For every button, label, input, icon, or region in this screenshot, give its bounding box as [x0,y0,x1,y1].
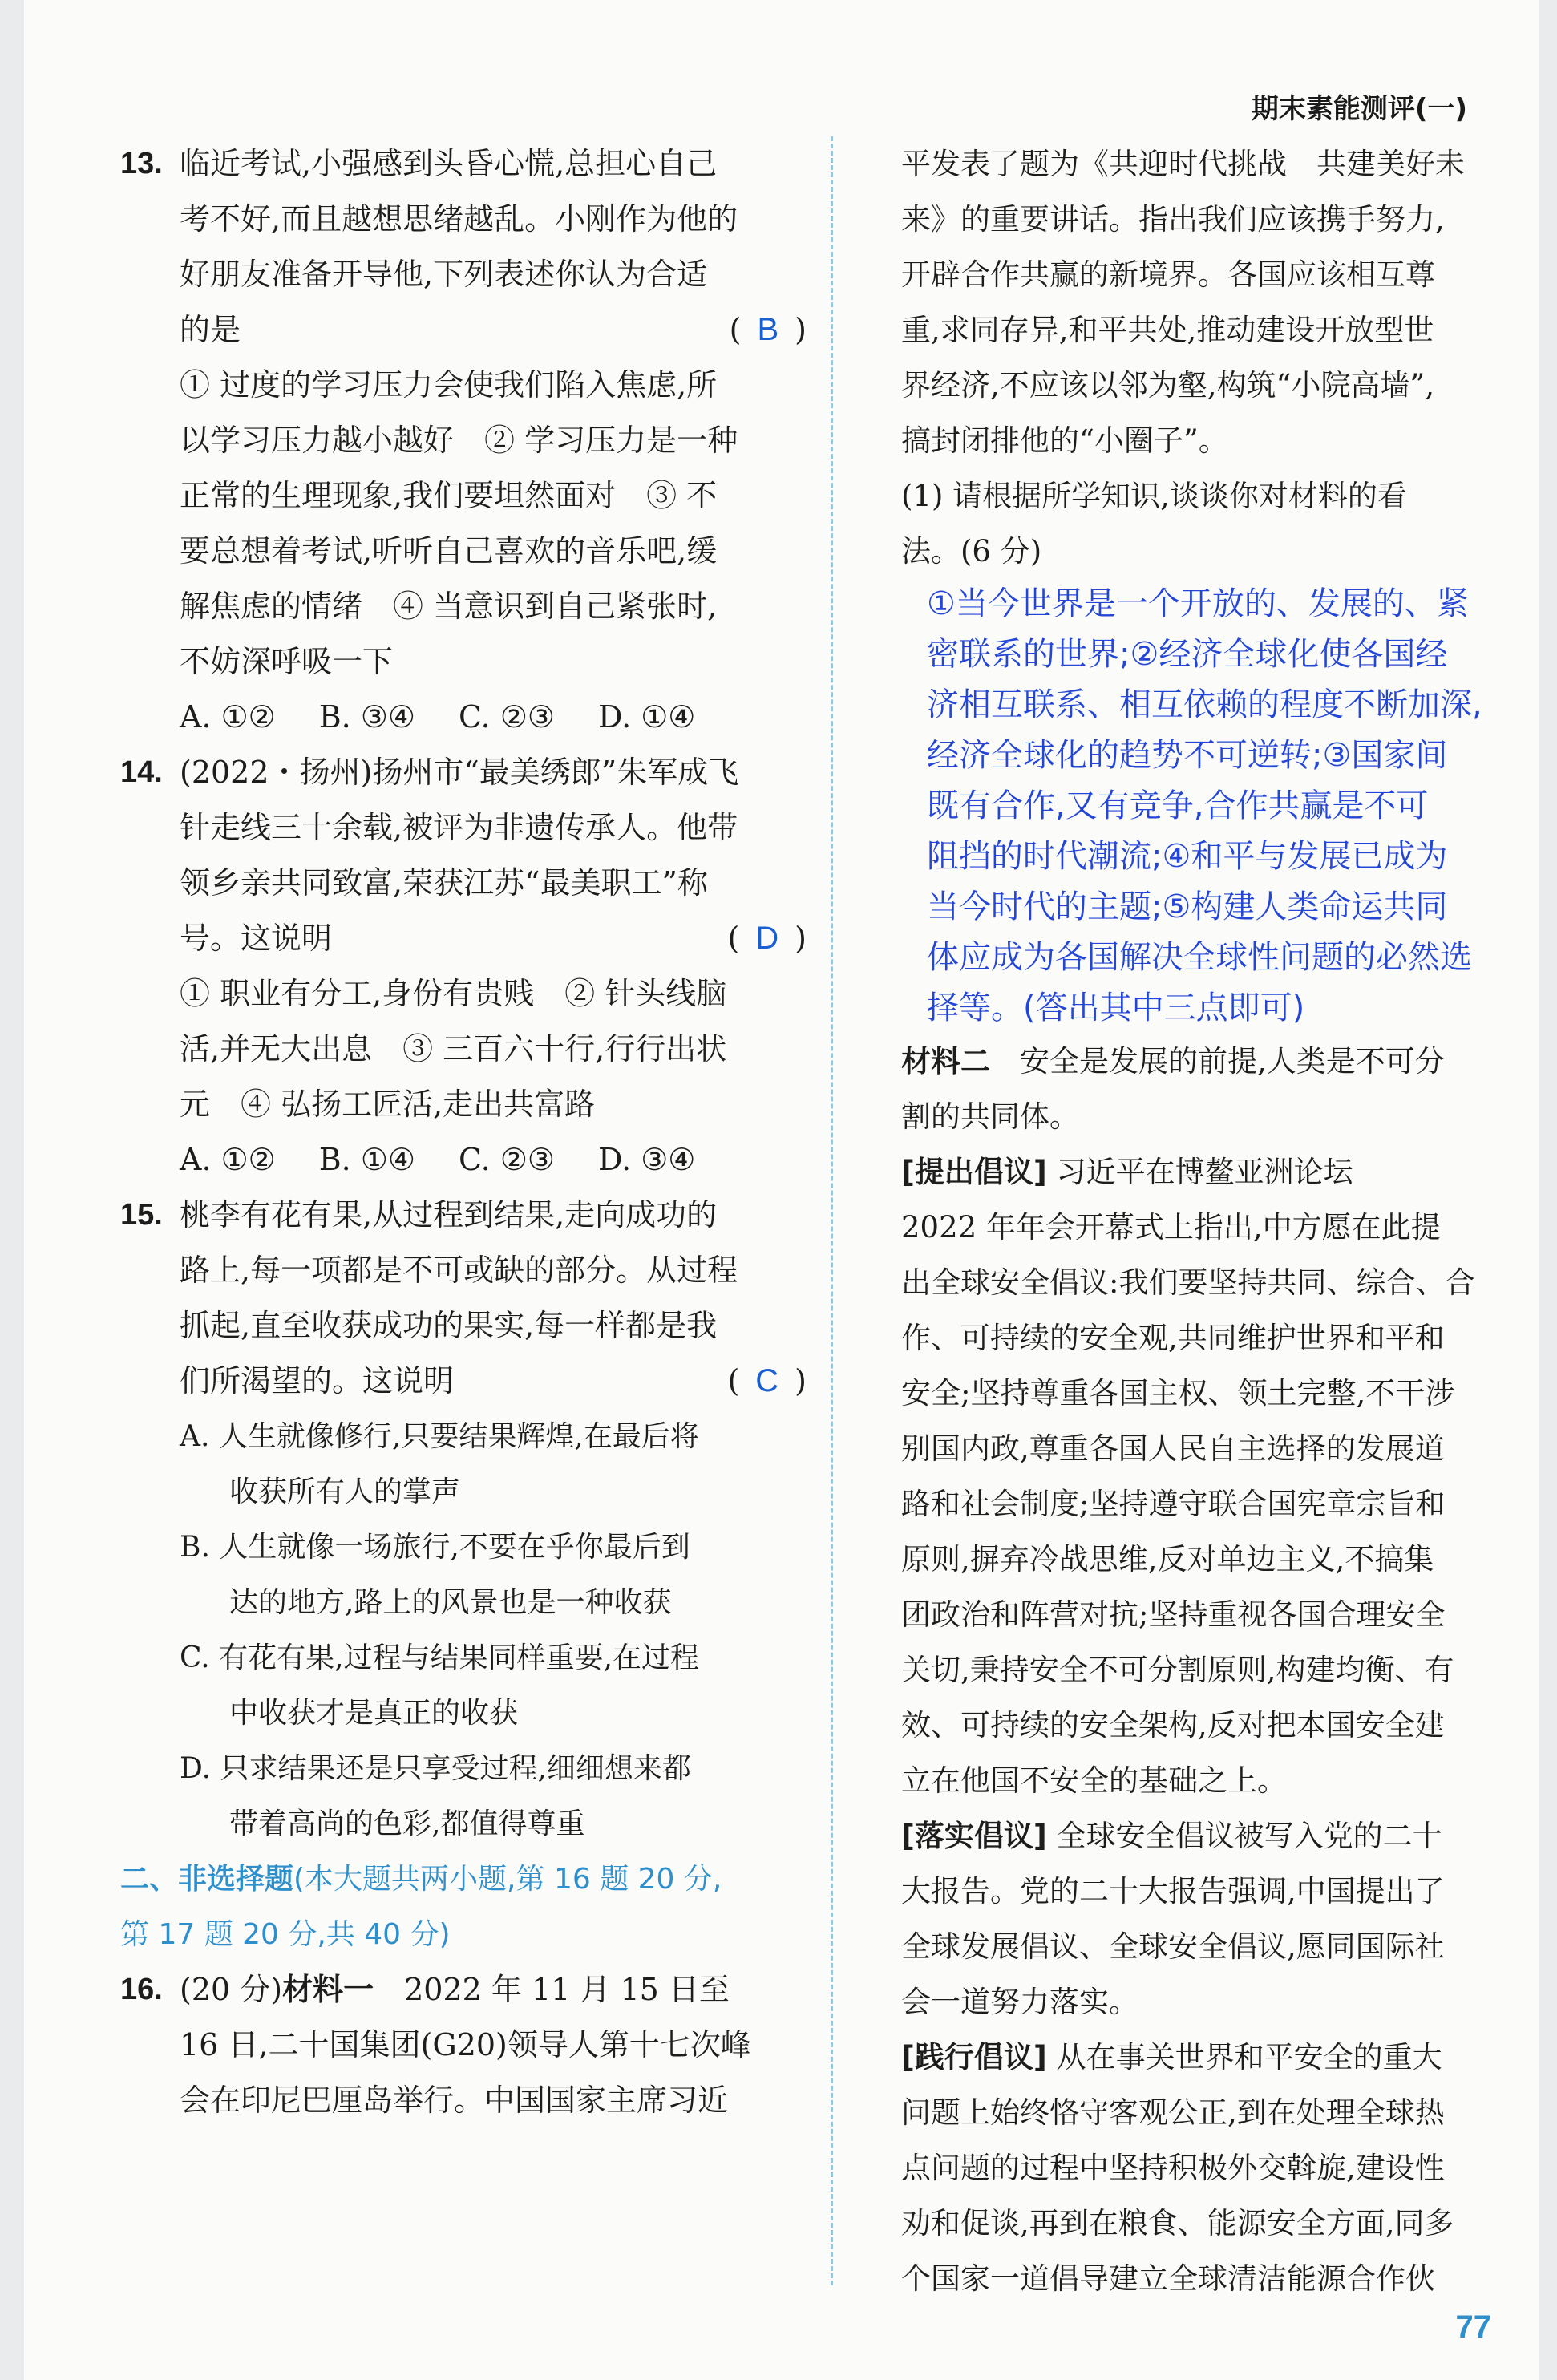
left-column [120,136,810,2128]
answer-line: 济相互联系、相互依赖的程度不断加深, [927,686,1482,723]
statement-line: 正常的生理现象,我们要坦然面对 ③ 不 [180,478,718,513]
question-number: 15. [120,1198,163,1232]
option-a: A. 人生就像修行,只要结果辉煌,在最后将 [180,1420,699,1453]
section-note: (本大题共两小题,第 16 题 20 分, [293,1863,722,1896]
question-number: 16. [120,1973,163,2006]
option-b: B. 人生就像一场旅行,不要在乎你最后到 [180,1531,690,1564]
question-text: 会在印尼巴厘岛举行。中国国家主席习近 [180,2082,729,2118]
page-header: 期末素能测评(一) [1251,93,1467,125]
material-text: 立在他国不安全的基础之上。 [901,1763,1287,1798]
statement-line: 不妨深呼吸一下 [180,644,394,679]
material-text: 平发表了题为《共迎时代挑战 共建美好未 [901,147,1465,181]
material-text: 开辟合作共赢的新境界。各国应该相互尊 [901,257,1435,292]
question-number: 14. [120,755,163,789]
question-15 [120,1188,810,1852]
choice-d: D. ①④ [597,699,696,735]
tag-propose: [提出倡议] [901,1155,1047,1189]
right-column [901,136,1527,2306]
statement-line: 要总想着考试,听听自己喜欢的音乐吧,缓 [180,533,718,569]
material-text: 路和社会制度;坚持遵守联合国宪章宗旨和 [901,1487,1446,1521]
page [24,0,1539,2380]
question-text: 领乡亲共同致富,荣获江苏“最美职工”称 [180,865,708,901]
section-note-cont: 第 17 题 20 分,共 40 分) [120,1918,451,1951]
material-text: 安全是发展的前提,人类是不可分 [990,1044,1445,1079]
choice-d: D. ③④ [597,1142,696,1177]
material-text: 团政治和阵营对抗;坚持重视各国合理安全 [901,1597,1446,1632]
answer-bracket: ( B ) [729,312,807,347]
choice-b: B. ③④ [318,699,415,735]
choice-c: C. ②③ [458,699,555,735]
section-heading [120,1852,810,1907]
option-c-cont: 中收获才是真正的收获 [229,1697,519,1730]
material-text: 出全球安全倡议:我们要坚持共同、综合、合 [901,1265,1475,1300]
choice-b: B. ①④ [318,1142,415,1177]
material-text: 劝和促谈,再到在粮食、能源安全方面,同多 [901,2206,1454,2240]
choice-a: A. ①② [180,699,276,735]
material-text: 原则,摒弃冷战思维,反对单边主义,不搞集 [901,1542,1434,1577]
answer-line: 既有合作,又有竞争,合作共赢是不可 [927,787,1429,824]
question-13 [120,136,810,745]
choice-a: A. ①② [180,1142,276,1177]
question-text: 2022 年 11 月 15 日至 [374,1972,730,2007]
material-text: 界经济,不应该以邻为壑,构筑“小院高墙”, [901,368,1435,403]
question-text: 桃李有花有果,从过程到结果,走向成功的 [180,1197,718,1232]
answer-bracket: ( C ) [727,1363,807,1398]
material-text: 全球安全倡议被写入党的二十 [1046,1819,1442,1853]
sub-question: (1) 请根据所学知识,谈谈你对材料的看 [901,479,1407,513]
choice-c: C. ②③ [458,1142,555,1177]
material-text: 割的共同体。 [901,1099,1079,1134]
material-label: 材料一 [282,1972,374,2007]
answer-line: 当今时代的主题;⑤构建人类命运共同 [927,888,1448,925]
material-text: 个国家一道倡导建立全球清洁能源合作伙 [901,2261,1435,2296]
section-title: 二、非选择题 [120,1863,294,1896]
material-text: 全球发展倡议、全球安全倡议,愿同国际社 [901,1929,1445,1964]
score-note: (20 分) [180,1972,283,2007]
material-text: 问题上始终恪守客观公正,到在处理全球热 [901,2095,1445,2130]
option-a-cont: 收获所有人的掌声 [229,1475,461,1508]
material-text: 重,求同存异,和平共处,推动建设开放型世 [901,313,1434,347]
answer-line: 密联系的世界;②经济全球化使各国经 [927,636,1448,673]
material-text: 点问题的过程中坚持积极外交斡旋,建设性 [901,2151,1445,2185]
answer-line: 择等。(答出其中三点即可) [927,990,1305,1026]
material-label: 材料二 [901,1044,990,1079]
question-text: 好朋友准备开导他,下列表述你认为合适 [180,257,708,292]
statement-line: 元 ④ 弘扬工匠活,走出共富路 [180,1087,596,1122]
handwritten-answer [901,579,1527,1034]
material-text: 来》的重要讲话。指出我们应该携手努力, [901,202,1445,237]
material-text: 效、可持续的安全架构,反对把本国安全建 [901,1708,1445,1742]
answer-mark: C [755,1363,779,1398]
material-text: 搞封闭排他的“小圈子”。 [901,423,1228,458]
choice-row [120,1132,810,1188]
material-text: 大报告。党的二十大报告强调,中国提出了 [901,1874,1445,1908]
answer-line: 经济全球化的趋势不可逆转;③国家间 [927,737,1448,774]
statement-line: 以学习压力越小越好 ② 学习压力是一种 [180,423,738,458]
material-text: 安全;坚持尊重各国主权、领土完整,不干涉 [901,1376,1455,1411]
material-text: 作、可持续的安全观,共同维护世界和平和 [901,1321,1445,1355]
question-number: 13. [120,147,163,180]
question-14 [120,745,810,1188]
question-text: 16 日,二十国集团(G20)领导人第十七次峰 [180,2027,751,2062]
sub-question: 法。(6 分) [901,534,1042,569]
answer-line: 体应成为各国解决全球性问题的必然选 [927,939,1472,976]
answer-bracket: ( D ) [727,921,807,956]
statement-line: ① 职业有分工,身份有贵贱 ② 针头线脑 [180,976,727,1011]
material-text: 会一道努力落实。 [901,1985,1138,2019]
material-text: 从在事关世界和平安全的重大 [1046,2040,1442,2074]
option-c: C. 有花有果,过程与结果同样重要,在过程 [180,1641,700,1674]
answer-mark: B [757,312,779,347]
option-b-cont: 达的地方,路上的风景也是一种收获 [229,1586,672,1619]
material-text: 习近平在博鳌亚洲论坛 [1046,1155,1353,1189]
material-text: 关切,秉持安全不可分割原则,构建均衡、有 [901,1653,1454,1687]
question-text: 路上,每一项都是不可或缺的部分。从过程 [180,1253,738,1288]
question-text: (2022・扬州)扬州市“最美绣郎”朱军成飞 [180,755,739,790]
answer-mark: D [755,921,779,956]
question-text: 考不好,而且越想思绪越乱。小刚作为他的 [180,201,738,237]
tag-practice: [践行倡议] [901,2040,1047,2074]
material-text: 2022 年年会开幕式上指出,中方愿在此提 [901,1210,1441,1245]
question-text: 针走线三十余载,被评为非遗传承人。他带 [180,810,738,845]
tag-implement: [落实倡议] [901,1819,1047,1853]
answer-line: 阻挡的时代潮流;④和平与发展已成为 [927,838,1448,875]
option-d-cont: 带着高尚的色彩,都值得尊重 [229,1807,585,1840]
question-text: 号。这说明 [180,921,333,956]
choice-row [120,690,810,745]
statement-line: 活,并无大出息 ③ 三百六十行,行行出状 [180,1031,727,1067]
option-d: D. 只求结果还是只享受过程,细细想来都 [180,1752,691,1785]
answer-line: ①当今世界是一个开放的、发展的、紧 [927,585,1469,622]
question-text: 抓起,直至收获成功的果实,每一样都是我 [180,1308,718,1343]
statement-line: 解焦虑的情绪 ④ 当意识到自己紧张时, [180,589,718,624]
page-number: 77 [1455,2309,1491,2345]
column-divider [831,136,833,2285]
material-text: 别国内政,尊重各国人民自主选择的发展道 [901,1431,1445,1466]
question-text: 的是 [180,312,241,347]
question-16 [120,1962,810,2128]
statement-line: ① 过度的学习压力会使我们陷入焦虑,所 [180,367,718,403]
question-text: 临近考试,小强感到头昏心慌,总担心自己 [180,146,718,181]
question-text: 们所渴望的。这说明 [180,1363,455,1398]
